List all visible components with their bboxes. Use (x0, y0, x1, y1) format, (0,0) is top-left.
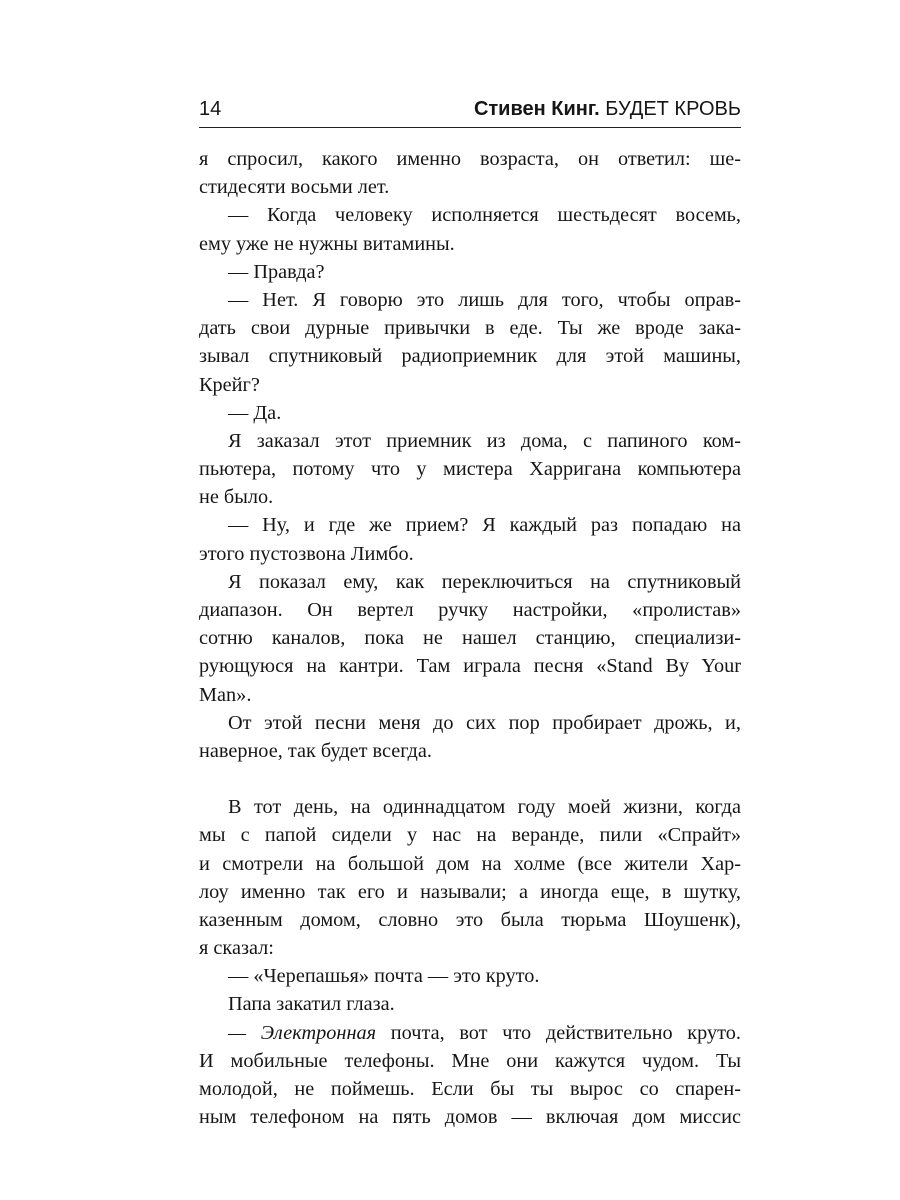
text-line: ему уже не нужны витамины. (199, 232, 455, 255)
text-line: В тот день, на одиннадцатом году моей жизни, когда (228, 796, 741, 819)
text-line: ным телефоном на пять домов — включая дом миссис (199, 1106, 741, 1129)
text-line: казенным домом, словно это была тюрьма Шоушенк), (199, 908, 741, 931)
text-line: Крейг? (199, 373, 260, 396)
book-title: БУДЕТ КРОВЬ (605, 98, 741, 120)
text-line: — «Черепашья» почта — это круто. (228, 965, 540, 988)
text-line: — Нет. Я говорю это лишь для того, чтобы оправ- (228, 288, 741, 311)
text-line: — Ну, и где же прием? Я каждый раз попадаю на (228, 514, 741, 537)
running-title (474, 98, 741, 121)
italic-word: — Электронная (228, 1021, 377, 1044)
text-line: я спросил, какого именно возраста, он ответил: ше- (199, 148, 741, 170)
text-line (199, 1019, 741, 1047)
text-line: Папа закатил глаза. (228, 993, 395, 1016)
author-name: Стивен Кинг. (473, 98, 600, 120)
text-line: я сказал: (199, 937, 274, 960)
text-line: рующуюся на кантри. Там играла песня «Stand By Your (199, 655, 741, 678)
text-line: диапазон. Он вертел ручку настройки, «пролистав» (199, 599, 741, 621)
text-line: Я заказал этот приемник из дома, с папиного ком- (228, 429, 741, 452)
text-line: зывал спутниковый радиоприемник для этой машины, (199, 345, 741, 368)
text-line: дать свои дурные привычки в еде. Ты же вроде зака- (199, 317, 741, 340)
text-body (199, 145, 741, 1131)
text-line: этого пустозвона Лимбо. (199, 542, 414, 565)
text-line: стидесяти восьми лет. (199, 176, 390, 199)
text-line: Man». (199, 683, 252, 706)
text-line: наверное, так будет всегда. (199, 739, 432, 762)
page-number: 14 (199, 98, 222, 120)
text-line: — Да. (228, 401, 282, 424)
text-line: От этой песни меня до сих пор пробирает дрожь, и, (228, 711, 741, 734)
text-line: лоу именно так его и называли; а иногда еще, в шутку, (199, 880, 741, 903)
text-line: мы с папой сидели у нас на веранде, пили «Спрайт» (199, 824, 741, 847)
text-line: и смотрели на большой дом на холме (все жители Хар- (199, 852, 741, 875)
text-line: не было. (199, 486, 274, 509)
text-line: — Правда? (228, 260, 325, 283)
text-line: молодой, не поймешь. Если бы ты вырос со спарен- (199, 1078, 741, 1100)
text-line: пьютера, потому что у мистера Харригана компьютера (199, 458, 741, 481)
text-fragment: вот что действительно круто. (459, 1021, 741, 1044)
text-line: — Когда человеку исполняется шестьдесят восемь, (228, 204, 741, 227)
text-line: Я показал ему, как переключиться на спутниковый (228, 570, 741, 593)
text-line: сотню каналов, пока не нашел станцию, специализи- (199, 627, 741, 650)
text-line: И мобильные телефоны. Мне они кажутся чудом. Ты (199, 1049, 741, 1072)
running-head (199, 97, 741, 128)
text-fragment: почта, (376, 1021, 460, 1044)
section-break (199, 765, 741, 793)
